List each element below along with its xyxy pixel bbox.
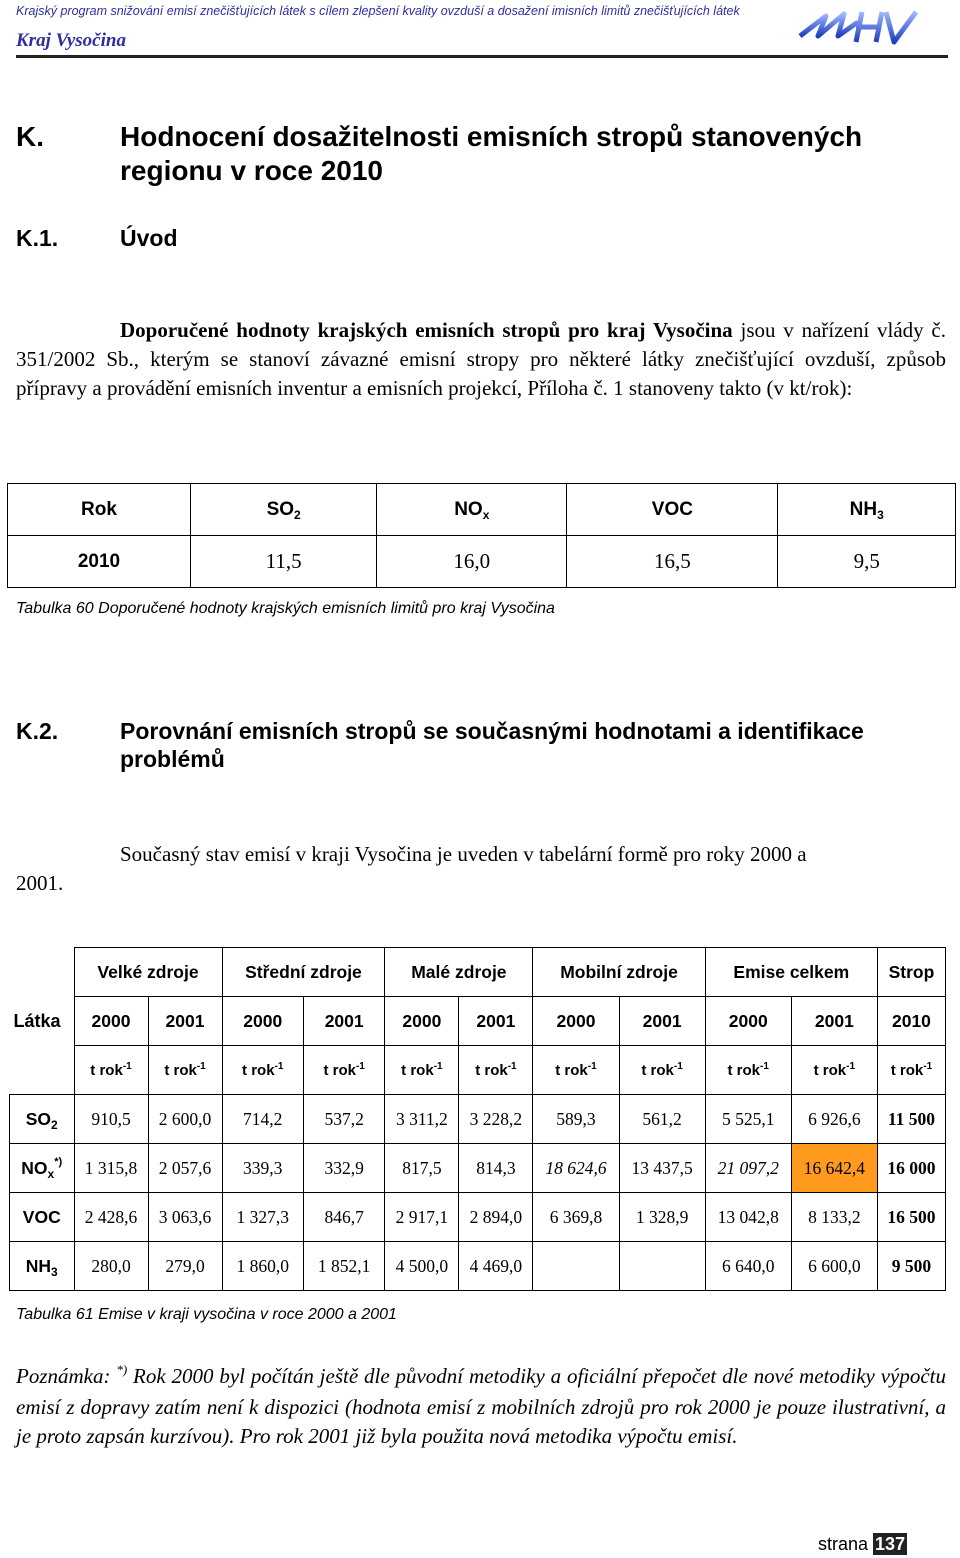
t61-cell-italic: 21 097,2 bbox=[705, 1144, 791, 1193]
table-row bbox=[10, 997, 946, 1046]
t61-latka-label: Látka bbox=[13, 1010, 61, 1031]
t61-cell: 3 311,2 bbox=[385, 1095, 459, 1144]
t60-header-nox: $NO_x$ bbox=[377, 484, 567, 536]
k2-text-line1: Současný stav emisí v kraji Vysočina je uveden v tabelární formě pro roky 2000 a bbox=[120, 842, 807, 866]
footnote-mark: *) bbox=[116, 1362, 128, 1377]
intro-bold: Doporučené hodnoty krajských emisních stropů pro kraj Vysočina bbox=[120, 318, 733, 342]
header-program-title: Krajský program snižování emisí znečišťujících látek s cílem zlepšení kvality ovzduší a dosažení imisních limitů znečišťujících látek bbox=[16, 4, 740, 18]
t61-cell: 1 328,9 bbox=[619, 1193, 705, 1242]
t61-cell: 6 600,0 bbox=[791, 1242, 877, 1291]
t61-group-header: Malé zdroje bbox=[385, 948, 533, 997]
intro-paragraph bbox=[16, 316, 946, 403]
t61-cell: 2 428,6 bbox=[74, 1193, 148, 1242]
t61-unit: t rok$^{-1}$ bbox=[74, 1046, 148, 1095]
t61-unit: t rok$^{-1}$ bbox=[459, 1046, 533, 1095]
t61-year: 2001 bbox=[459, 997, 533, 1046]
t61-year: 2000 bbox=[385, 997, 459, 1046]
page-number-value: 137 bbox=[875, 1534, 906, 1554]
t61-cell: 4 500,0 bbox=[385, 1242, 459, 1291]
t61-year: 2000 bbox=[74, 997, 148, 1046]
t61-cell: 1 315,8 bbox=[74, 1144, 148, 1193]
t61-cell: 846,7 bbox=[303, 1193, 384, 1242]
t61-cell: 1 327,3 bbox=[222, 1193, 303, 1242]
t61-year: 2001 bbox=[619, 997, 705, 1046]
page-number bbox=[818, 1534, 907, 1555]
t61-row-label-nh3: $NH_3$ bbox=[10, 1242, 75, 1291]
t61-cell: 910,5 bbox=[74, 1095, 148, 1144]
t61-cell: 817,5 bbox=[385, 1144, 459, 1193]
t60-header-voc: VOC bbox=[567, 484, 778, 536]
t61-year: 2001 bbox=[148, 997, 222, 1046]
table-recommended-limits bbox=[7, 483, 956, 588]
t61-year: 2000 bbox=[533, 997, 619, 1046]
t61-row-label-nox: $NO_x^{*)}$ bbox=[10, 1144, 75, 1193]
section-k1-title: Úvod bbox=[120, 225, 178, 251]
t61-group-header: Emise celkem bbox=[705, 948, 877, 997]
table-row bbox=[10, 1144, 946, 1193]
t61-unit: t rok$^{-1}$ bbox=[877, 1046, 945, 1095]
section-k2-number: K.2. bbox=[16, 718, 59, 744]
t61-cell: 2 917,1 bbox=[385, 1193, 459, 1242]
t60-header-nh3: $NH_3$ bbox=[778, 484, 956, 536]
t61-cell: 714,2 bbox=[222, 1095, 303, 1144]
t61-cell: 5 525,1 bbox=[705, 1095, 791, 1144]
footnote-prefix: Poznámka: bbox=[16, 1364, 117, 1388]
header-region: Kraj Vysočina bbox=[16, 30, 126, 51]
t61-cell: 13 042,8 bbox=[705, 1193, 791, 1242]
section-k1-number: K.1. bbox=[16, 225, 59, 251]
table-row bbox=[10, 1242, 946, 1291]
footnote bbox=[16, 1362, 946, 1451]
t61-unit: t rok$^{-1}$ bbox=[222, 1046, 303, 1095]
t61-cell: 561,2 bbox=[619, 1095, 705, 1144]
t61-cell: 537,2 bbox=[303, 1095, 384, 1144]
section-k-title-line1: Hodnocení dosažitelnosti emisních stropů stanovených bbox=[120, 121, 863, 152]
table-row bbox=[10, 1046, 946, 1095]
section-k-number: K. bbox=[16, 121, 44, 152]
t61-cell-limit: 16 500 bbox=[877, 1193, 945, 1242]
table61-caption: Tabulka 61 Emise v kraji vysočina v roce 2000 a 2001 bbox=[16, 1306, 397, 1323]
t60-year: 2010 bbox=[8, 536, 191, 588]
t61-year: 2001 bbox=[303, 997, 384, 1046]
t61-row-label-so2: $SO_2$ bbox=[10, 1095, 75, 1144]
t61-cell: 2 894,0 bbox=[459, 1193, 533, 1242]
t61-unit: t rok$^{-1}$ bbox=[533, 1046, 619, 1095]
t61-cell: 6 926,6 bbox=[791, 1095, 877, 1144]
t61-cell: 814,3 bbox=[459, 1144, 533, 1193]
t61-cell-limit: 9 500 bbox=[877, 1242, 945, 1291]
t61-year: 2000 bbox=[222, 997, 303, 1046]
t61-group-header: Střední zdroje bbox=[222, 948, 385, 997]
t61-cell: 2 057,6 bbox=[148, 1144, 222, 1193]
t60-header-rok: Rok bbox=[8, 484, 191, 536]
page-label: strana bbox=[818, 1534, 869, 1554]
ihv-logo bbox=[796, 6, 922, 48]
t61-group-header: Mobilní zdroje bbox=[533, 948, 705, 997]
t61-cell-highlighted: 16 642,4 bbox=[791, 1144, 877, 1193]
t61-cell: 6 369,8 bbox=[533, 1193, 619, 1242]
t61-cell-empty bbox=[533, 1242, 619, 1291]
header-rule bbox=[16, 55, 948, 58]
intro-rest: jsou v nařízení vlády č. 351/2002 Sb., kterým se stanoví závazné emisní stropy pro některé látky znečišťující ovzduší, způsob přípravy a provádění emisních inventur a emisních projekcí, Příloha č. 1 stanoveny takto (v kt/rok): bbox=[16, 318, 947, 400]
t60-cell: 9,5 bbox=[778, 536, 956, 588]
section-k-title-line2: regionu v roce 2010 bbox=[120, 155, 384, 186]
t61-group-header: Strop bbox=[877, 948, 945, 997]
t61-cell: 13 437,5 bbox=[619, 1144, 705, 1193]
t61-unit: t rok$^{-1}$ bbox=[148, 1046, 222, 1095]
section-k2-title-line1: Porovnání emisních stropů se současnými hodnotami a identifikace bbox=[120, 718, 864, 744]
t61-cell: 1 860,0 bbox=[222, 1242, 303, 1291]
t61-unit: t rok$^{-1}$ bbox=[705, 1046, 791, 1095]
t61-cell-italic: 18 624,6 bbox=[533, 1144, 619, 1193]
t61-cell-limit: 11 500 bbox=[877, 1095, 945, 1144]
table-row bbox=[10, 1095, 946, 1144]
t61-cell: 6 640,0 bbox=[705, 1242, 791, 1291]
t61-year: 2001 bbox=[791, 997, 877, 1046]
section-k2-title-line2: problémů bbox=[120, 746, 225, 772]
t61-cell: 1 852,1 bbox=[303, 1242, 384, 1291]
table60-caption: Tabulka 60 Doporučené hodnoty krajských emisních limitů pro kraj Vysočina bbox=[16, 600, 555, 617]
table-row bbox=[8, 484, 956, 536]
table-row bbox=[10, 948, 946, 997]
t61-year: 2000 bbox=[705, 997, 791, 1046]
table-row bbox=[10, 1193, 946, 1242]
t61-cell: 279,0 bbox=[148, 1242, 222, 1291]
t61-cell-limit: 16 000 bbox=[877, 1144, 945, 1193]
t61-unit: t rok$^{-1}$ bbox=[619, 1046, 705, 1095]
t60-header-so2: $SO_2$ bbox=[191, 484, 377, 536]
t61-cell: 8 133,2 bbox=[791, 1193, 877, 1242]
footnote-text: Rok 2000 byl počítán ještě dle původní metodiky a oficiální přepočet dle nové metodiky výpočtu emisí z dopravy zatím není k dispozici (hodnota emisí z mobilních zdrojů pro rok 2000 je pouze ilustrativní, a je proto zapsán kurzívou). Pro rok 2001 již byla použita nová metodika výpočtu emisí. bbox=[16, 1364, 946, 1448]
table-emissions bbox=[9, 947, 946, 1291]
t60-cell: 11,5 bbox=[191, 536, 377, 588]
t61-unit: t rok$^{-1}$ bbox=[303, 1046, 384, 1095]
t61-unit: t rok$^{-1}$ bbox=[385, 1046, 459, 1095]
t61-cell: 4 469,0 bbox=[459, 1242, 533, 1291]
t61-cell: 589,3 bbox=[533, 1095, 619, 1144]
t61-cell: 332,9 bbox=[303, 1144, 384, 1193]
table-row bbox=[8, 536, 956, 588]
t60-cell: 16,0 bbox=[377, 536, 567, 588]
t61-cell-empty bbox=[619, 1242, 705, 1291]
t61-unit: t rok$^{-1}$ bbox=[791, 1046, 877, 1095]
t61-cell: 280,0 bbox=[74, 1242, 148, 1291]
t61-cell: 2 600,0 bbox=[148, 1095, 222, 1144]
t61-cell: 3 228,2 bbox=[459, 1095, 533, 1144]
k2-text-line2: 2001. bbox=[16, 871, 64, 895]
t61-cell: 3 063,6 bbox=[148, 1193, 222, 1242]
t60-cell: 16,5 bbox=[567, 536, 778, 588]
t61-group-header: Velké zdroje bbox=[74, 948, 222, 997]
t61-year: 2010 bbox=[877, 997, 945, 1046]
t61-cell: 339,3 bbox=[222, 1144, 303, 1193]
t61-row-label-voc: VOC bbox=[10, 1193, 75, 1242]
